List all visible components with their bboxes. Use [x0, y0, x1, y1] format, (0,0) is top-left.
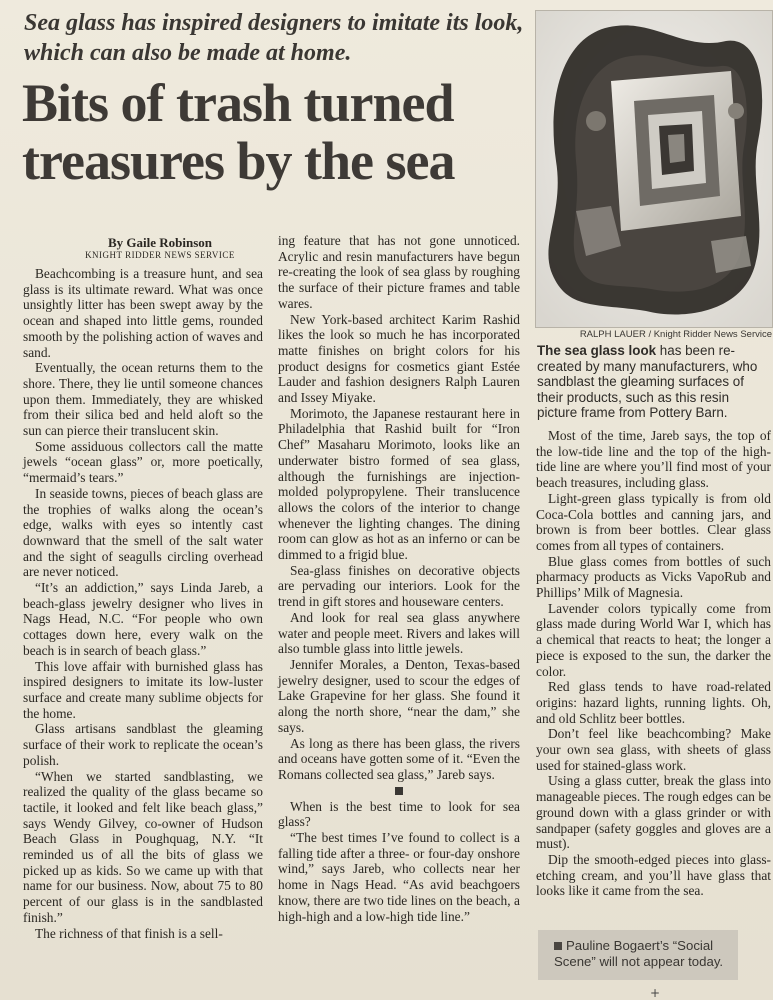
paragraph: “It’s an addiction,” says Linda Jareb, a beach-glass jewelry designer who lives in Nags Head, N.C. “For people who own cottages down here, every walk on the beach is in search of beach glass.” — [23, 580, 263, 658]
paragraph: ing feature that has not gone unnoticed. Acrylic and resin manufacturers have begun re-creating the look of sea glass by roughing the surface of their picture frames and table wares. — [278, 233, 520, 311]
paragraph: Jennifer Morales, a Denton, Texas-based jewelry designer, used to scour the edges of Lake Grapevine for her glass. She found it along the north shore, “near the dam,” she says. — [278, 656, 520, 735]
paragraph: Lavender colors typically come from glass made during World War I, which has a chemical that reacts to heat; the longer a piece is exposed to the sun, the darker the color. — [536, 600, 771, 679]
article-column-2 — [278, 233, 520, 924]
paragraph: New York-based architect Karim Rashid likes the look so much he has incorporated matte finishes on bright colors for his product designs for cosmetics giant Estée Lauder and fashion designers Ralph Lauren and Issey Miyake. — [278, 311, 520, 406]
paragraph: In seaside towns, pieces of beach glass are the trophies of walks along the ocean’s edge, walks with eyes so intently cast downward that the smell of the salt water and the sight of seagulls circling overhead are never noticed. — [23, 485, 263, 580]
paragraph: “The best times I’ve found to collect is a falling tide after a three- or four-day onshore wind,” says Jareb, who collects near her home in Nags Head. “As avid beachgoers know, there are two tide lines on the beach, a high-high and a low-high tide line.” — [278, 830, 520, 924]
paragraph: Dip the smooth-edged pieces into glass-etching cream, and you’ll have glass that looks like it came from the sea. — [536, 851, 771, 899]
byline-credit: KNIGHT RIDDER NEWS SERVICE — [85, 250, 235, 260]
paragraph: When is the best time to look for sea glass? — [278, 798, 520, 830]
registration-mark: + — [650, 986, 661, 1000]
caption-lead: The sea glass look — [537, 343, 657, 358]
paragraph: Beachcombing is a treasure hunt, and sea glass is its ultimate reward. What was once unsightly litter has been swept away by the ocean and shaped into little gems, rounded smooth by the polishing action of waves and sand. — [23, 266, 263, 360]
paragraph: Sea-glass finishes on decorative objects are pervading our interiors. Look for the trend in gift stores and houseware centers. — [278, 562, 520, 610]
paragraph: Morimoto, the Japanese restaurant here in Philadelphia that Rashid built for “Iron Chef” Masaharu Morimoto, looks like an underwater bistro formed of sea glass, although the furnishings are injection-molded polypropylene. Their translucence allows the colors of the interior to change whenever the lighting changes. The dining room can glow as hot as an inferno or can be dimmed to a frigid blue. — [278, 405, 520, 563]
paragraph: This love affair with burnished glass has inspired designers to imitate its low-luster surface and create many sublime objects for the home. — [23, 658, 263, 721]
paragraph: And look for real sea glass anywhere water and people meet. Rivers and lakes will also tumble glass into little jewels. — [278, 609, 520, 657]
paragraph: Eventually, the ocean returns them to the shore. There, they lie until someone chances upon them. Immediately, they are whisked from their silica bed and held aloft so the sun can pierce their translucent skin. — [23, 360, 263, 439]
article-headline: Bits of trash turned treasures by the sea — [22, 73, 455, 191]
paragraph: Most of the time, Jareb says, the top of the low-tide line and the top of the high-tide line are where you’ll find most of your beach treasures, including glass. — [536, 428, 771, 491]
photo-credit: RALPH LAUER / Knight Ridder News Service — [579, 329, 772, 340]
promo-text: Pauline Bogaert’s “Social Scene” will not appear today. — [554, 938, 724, 969]
paragraph: Don’t feel like beachcombing? Make your own sea glass, with sheets of glass used for stained-glass work. — [536, 726, 771, 773]
paragraph: Some assiduous collectors call the matte jewels “ocean glass” or, more poetically, “mermaid’s tears.” — [23, 438, 263, 486]
promo-box — [538, 930, 738, 980]
resin-picture-frame-image — [536, 11, 772, 327]
paragraph: Blue glass comes from bottles of such pharmacy products as Vicks VapoRub and Phillips’ Milk of Magnesia. — [536, 553, 771, 601]
paragraph: Using a glass cutter, break the glass into manageable pieces. The rough edges can be ground down with a glass grinder or with sandpaper (safety goggles and gloves are a must). — [536, 773, 771, 852]
paragraph: Red glass tends to have road-related origins: hazard lights, running lights. Oh, and old Schlitz beer bottles. — [536, 679, 771, 726]
paragraph: The richness of that finish is a sell- — [35, 925, 223, 941]
caption-text: has been re-created by many manufacturers, who sandblast the gleaming surfaces of their products, such as this resin picture frame from Pottery Barn. — [537, 343, 758, 421]
paragraph: As long as there has been glass, the rivers and oceans have gotten some of it. “Even the Romans collected sea glass,” Jareb says. — [278, 735, 520, 782]
paragraph: Light-green glass typically is from old Coca-Cola bottles and canning jars, and brown is from beer bottles. Clear glass comes from all types of containers. — [536, 490, 771, 553]
paragraph: “When we started sandblasting, we realized the quality of the glass became so tactile, it looked and felt like beach glass,” says Wendy Gilvey, co-owner of Hudson Beach Glass in Poughquag, N.Y. “It reminded us of all the bits of glass we picked up as kids. So we came up with that name for our business. Now, about 75 to 80 percent of our glass is in the sandblasted finish.” — [23, 768, 263, 925]
article-photo — [535, 10, 773, 328]
section-divider-square — [395, 787, 403, 795]
article-column-3 — [536, 428, 771, 899]
photo-caption — [537, 343, 772, 421]
paragraph: Glass artisans sandblast the gleaming surface of their work to replicate the ocean’s polish. — [23, 721, 263, 768]
promo-square-icon — [554, 942, 562, 950]
byline: By Gaile Robinson — [107, 235, 213, 250]
article-column-1 — [23, 266, 263, 941]
article-deck: Sea glass has inspired designers to imitate its look, which can also be made at home. — [24, 10, 524, 66]
